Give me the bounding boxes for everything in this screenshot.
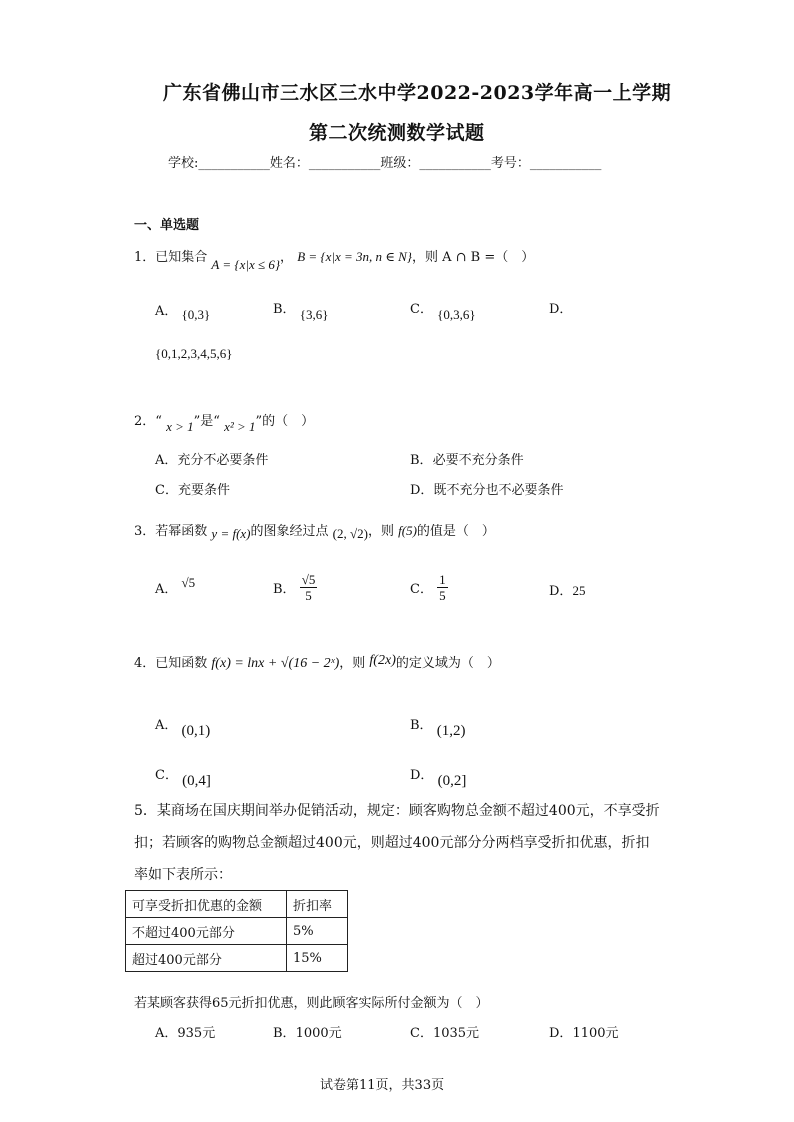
option-value: 充分不必要条件 [177, 453, 269, 468]
table-header-row [126, 891, 348, 918]
question-3-option-d [549, 580, 585, 599]
fraction-denominator: 5 [439, 588, 446, 603]
question-3-comma: ，则 [367, 524, 394, 539]
question-4-f2x: f(2x) [369, 653, 396, 668]
option-label: B． [410, 718, 433, 733]
question-4-prefix: 4．已知函数 [134, 656, 208, 671]
question-3-option-a [155, 575, 196, 597]
option-value: 25 [572, 583, 586, 598]
question-2-mid: ”是“ [193, 414, 220, 429]
option-label: A． [155, 304, 178, 319]
table-cell: 不超过400元部分 [126, 918, 287, 945]
option-label: D． [549, 1026, 573, 1041]
question-2-expr-2: x² > 1 [224, 419, 256, 434]
question-4-option-d [410, 764, 467, 789]
question-2-option-a [155, 449, 268, 468]
option-label: A． [155, 1026, 178, 1041]
question-4-tail: 的定义域为（ ） [395, 656, 500, 671]
option-label: C． [410, 582, 433, 597]
question-5-option-c [410, 1022, 479, 1041]
question-2-option-c [155, 479, 230, 498]
question-5-line-2: 扣；若顾客的购物总金额超过400元，则超过400元部分分两档享受折扣优惠，折扣 [134, 835, 650, 851]
question-2-expr-1: x > 1 [166, 419, 194, 434]
student-info-line: 学校:___________姓名：___________班级：___________考号：___________ [168, 156, 602, 171]
option-value: {0,3} [181, 307, 211, 322]
question-3-prefix: 3．若幂函数 [134, 524, 208, 539]
question-1-option-c [410, 298, 476, 322]
question-2-option-b [410, 449, 524, 468]
question-4-option-a [155, 714, 211, 739]
fraction [300, 572, 318, 603]
question-1-comma: ， [280, 250, 294, 265]
question-1-stem [134, 246, 535, 272]
table-cell: 15% [287, 945, 348, 972]
option-value: 必要不充分条件 [432, 453, 524, 468]
option-label: B． [410, 453, 433, 468]
option-label: A． [155, 453, 178, 468]
question-3-stem [134, 520, 495, 539]
table-header-cell: 可享受折扣优惠的金额 [126, 891, 287, 918]
page-title-line-1: 广东省佛山市三水区三水中学2022-2023学年高一上学期 [163, 82, 672, 104]
quote-open: “ [155, 414, 162, 429]
page-title-line-2: 第二次统测数学试题 [309, 122, 485, 144]
question-3-f5: f(5) [398, 523, 417, 538]
question-1-set-b: B = {x|x = 3n, n ∈ N} [297, 249, 412, 264]
question-1-option-b [273, 298, 329, 322]
question-4-stem [134, 652, 500, 672]
question-2-number: 2． [134, 414, 156, 429]
question-5-option-d [549, 1022, 619, 1041]
fraction-numerator: 1 [439, 572, 446, 587]
question-5-option-a [155, 1022, 215, 1041]
question-2-stem [134, 410, 315, 434]
option-label: D． [410, 768, 434, 783]
question-4-option-b [410, 714, 466, 739]
option-value: {3,6} [299, 307, 329, 322]
question-1-option-d-value: {0,1,2,3,4,5,6} [155, 346, 233, 361]
option-value: 935元 [177, 1026, 216, 1041]
question-5-option-b [273, 1022, 342, 1041]
option-value: 1000元 [295, 1026, 342, 1041]
option-value: (0,2] [437, 773, 467, 789]
question-1-set-a: A = {x|x ≤ 6} [211, 257, 281, 272]
option-value: √5 [181, 575, 196, 590]
option-label: B． [273, 582, 296, 597]
option-label: D． [410, 483, 434, 498]
option-value: (1,2) [436, 723, 466, 739]
question-3-tail: 的值是（ ） [416, 524, 495, 539]
fraction-denominator: 5 [305, 588, 312, 603]
option-label: C． [155, 483, 178, 498]
question-1-suffix: ，则 A ∩ B =（ ） [412, 250, 535, 265]
question-3-point: (2, √2) [332, 526, 368, 541]
option-label: B． [273, 1026, 296, 1041]
question-5-line-3: 率如下表所示： [134, 867, 232, 883]
section-heading: 一、单选题 [134, 218, 200, 233]
question-3-mid: 的图象经过点 [250, 524, 329, 539]
option-label: C． [410, 1026, 433, 1041]
option-label: D． [549, 584, 573, 599]
option-label: B． [273, 302, 296, 317]
question-1-option-d-label: D． [549, 302, 573, 317]
option-label: C． [410, 302, 433, 317]
question-2-tail: ”的（ ） [255, 414, 315, 429]
option-value: 1100元 [572, 1026, 619, 1041]
question-1-prefix: 1．已知集合 [134, 250, 208, 265]
table-header-cell: 折扣率 [287, 891, 348, 918]
option-label: C． [155, 768, 178, 783]
table-row [126, 918, 348, 945]
question-4-mid: ，则 [339, 656, 366, 671]
question-4-func: f(x) = lnx + √(16 − 2ˣ) [211, 656, 340, 671]
option-label: A． [155, 718, 178, 733]
question-3-func: y = f(x) [211, 526, 251, 541]
option-value: 1035元 [432, 1026, 480, 1041]
question-5-question: 若某顾客获得65元折扣优惠，则此顾客实际所付金额为（ ） [134, 996, 489, 1011]
option-value: {0,3,6} [437, 307, 476, 322]
fraction [437, 572, 448, 603]
table-row [126, 945, 348, 972]
question-3-option-c [410, 572, 448, 603]
option-value: (0,1) [181, 723, 211, 739]
option-value: (0,4] [182, 773, 211, 789]
question-4-option-c [155, 764, 211, 789]
fraction-numerator: √5 [301, 572, 316, 587]
question-5-line-1: 5．某商场在国庆期间举办促销活动，规定：顾客购物总金额不超过400元，不享受折 [134, 803, 660, 819]
option-value: 既不充分也不必要条件 [433, 483, 564, 498]
table-cell: 超过400元部分 [126, 945, 287, 972]
option-label: A． [155, 582, 178, 597]
table-cell: 5% [287, 918, 348, 945]
question-1-option-a [155, 300, 211, 322]
discount-rate-table [125, 890, 348, 972]
question-2-option-d [410, 479, 563, 498]
question-3-option-b [273, 572, 317, 603]
option-value: 充要条件 [177, 483, 230, 498]
page-footer: 试卷第11页，共33页 [320, 1078, 445, 1093]
